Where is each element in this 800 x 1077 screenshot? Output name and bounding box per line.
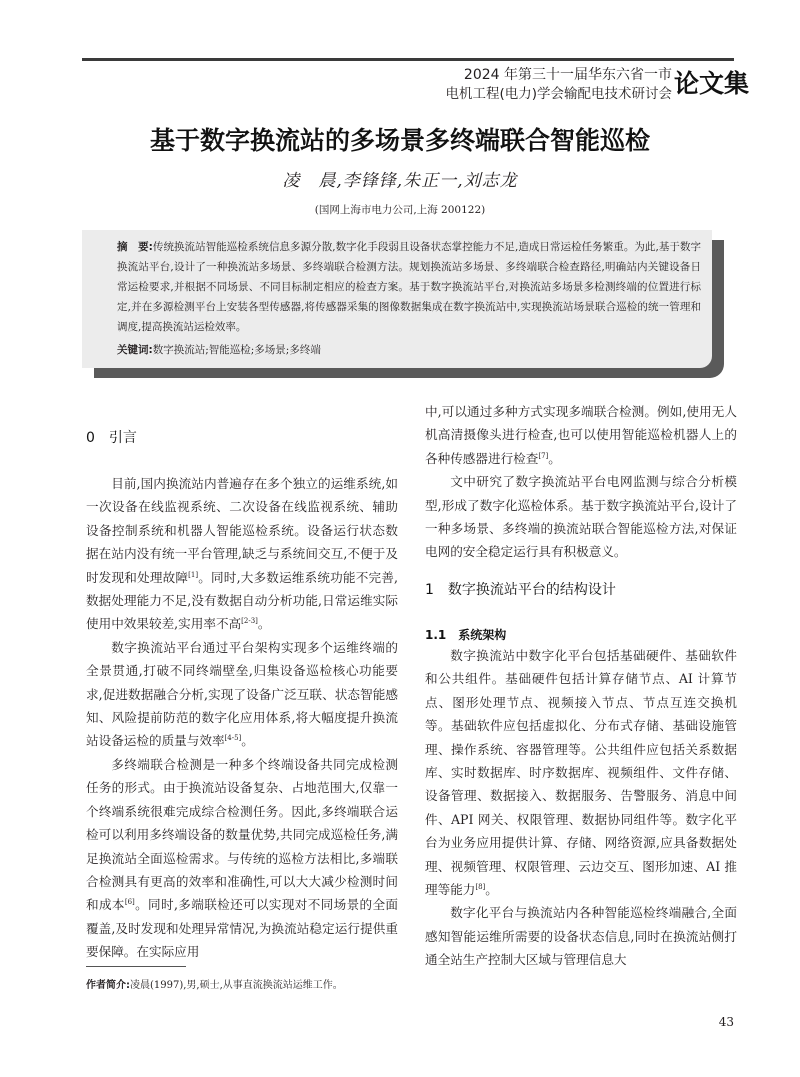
subsection-heading-1-1: 1.1 系统架构 xyxy=(425,628,507,642)
arch-paragraph-1 xyxy=(425,644,737,901)
intro-p1-end: 。 xyxy=(257,616,271,632)
intro-p2-text: 数字换流站平台通过平台架构实现多个运维终端的全景贯通,打破不同终端壁垒,归集设备巡检核心功能要求,促进数据融合分析,实现了设备广泛互联、状态智能感知、风险提前防范的数字化应用体系,将大幅度提升换流站设备运检的质量与效率 xyxy=(86,639,398,749)
intro-paragraph-5: 文中研究了数字换流站平台电网监测与综合分析模型,形成了数字化巡检体系。基于数字换流站平台,设计了一种多场景、多终端的换流站联合智能巡检方法,对保证电网的安全稳定运行具有积极意义。 xyxy=(425,474,737,560)
footnote-text: 凌晨(1997),男,硕士,从事直流换流站运维工作。 xyxy=(130,980,343,991)
intro-paragraph-2 xyxy=(86,636,398,753)
arch-paragraph-2: 数字化平台与换流站内各种智能巡检终端融合,全面感知智能运维所需要的设备状态信息,同时在换流站侧打通全站生产控制大区域与管理信息大 xyxy=(425,905,737,968)
intro-paragraph-3 xyxy=(86,753,398,964)
left-column xyxy=(86,472,398,964)
citation-ref: [7] xyxy=(538,451,549,460)
intro-p2-end: 。 xyxy=(241,733,254,749)
intro-p3-text: 多终端联合检测是一种多个终端设备共同完成检测任务的形式。由于换流站设备复杂、占地范围大,仅靠一个终端系统很难完成综合检测任务。因此,多终端联合运检可以利用多终端设备的数量优势,共同完成巡检任务,满足换流站全面巡检需求。与传统的巡检方法相比,多端联合检测具有更高的效率和准确性,可以大大减少检测时间和成本 xyxy=(86,756,398,913)
conference-name-line1: 2024 年第三十一届华东六省一市 xyxy=(463,67,672,83)
paper-affiliation: (国网上海市电力公司,上海 200122) xyxy=(314,204,486,216)
page-number: 43 xyxy=(718,1015,734,1029)
section-heading-intro: 0 引言 xyxy=(86,430,137,446)
intro-p1-text: 目前,国内换流站内普遍存在多个独立的运维系统,如一次设备在线监视系统、二次设备在线监视系统、辅助设备控制系统和机器人智能巡检系统。设备运行状态数据在站内没有统一平台管理,缺乏与系统间交互,不便于及时发现和处理故障 xyxy=(86,476,398,585)
citation-ref: [2-3] xyxy=(241,617,258,626)
conference-name-line2: 电机工程(电力)学会输配电技术研讨会 xyxy=(445,86,672,102)
header-rule xyxy=(82,58,734,61)
right-column-bottom xyxy=(425,644,737,972)
right-column-top xyxy=(425,400,737,560)
footnote-label: 作者简介: xyxy=(86,980,130,991)
section-heading-1: 1 数字换流站平台的结构设计 xyxy=(425,582,616,598)
intro-p4-text: 中,可以通过多种方式实现多端联合检测。例如,使用无人机高清摄像头进行检查,也可以使用智能巡检机器人上的各种传感器进行检查 xyxy=(425,404,737,466)
keywords-label: 关键词: xyxy=(117,344,153,356)
paper-authors: 凌 晨,李锋锋,朱正一,刘志龙 xyxy=(282,171,518,191)
intro-paragraph-1 xyxy=(86,472,398,636)
citation-ref: [8] xyxy=(475,883,486,892)
citation-ref: [1] xyxy=(188,570,199,579)
abstract xyxy=(117,237,701,337)
intro-paragraph-4 xyxy=(425,400,737,470)
abstract-label: 摘 要: xyxy=(117,241,153,253)
keywords xyxy=(117,341,701,359)
arch-p1-end: 。 xyxy=(485,882,498,898)
abstract-text: 传统换流站智能巡检系统信息多源分散,数字化手段弱且设备状态掌控能力不足,造成日常运检任务繁重。为此,基于数字换流站平台,设计了一种换流站多场景、多终端联合检测方法。规划换流站多场景、多终端联合检查路径,明确站内关键设备日常运检要求,并根据不同场景、不同目标制定相应的检查方案。基于数字换流站平台,对换流站多场景多检测终端的位置进行标定,并在多源检测平台上安装各型传感器,将传感器采集的图像数据集成在数字换流站中,实现换流站场景联合巡检的统一管理和调度,提高换流站运检效率。 xyxy=(117,241,702,333)
citation-ref: [4-5] xyxy=(224,734,242,743)
arch-p1-text: 数字换流站中数字化平台包括基础硬件、基础软件和公共组件。基础硬件包括计算存储节点、AI 计算节点、图形处理节点、视频接入节点、节点互连交换机等。基础软件应包括虚拟化、分布式存储、基础设施管理、操作系统、容器管理等。公共组件应包括关系数据库、实时数据库、时序数据库、视频组件、文件存储、设备管理、数据接入、数据服务、告警服务、消息中间件、API 网关、权限管理、数据协同组件等。数字化平台为业务应用提供计算、存储、网络资源,应具备数据处理、视频管理、权限管理、云边交互、图形加速、AI 推理等能力 xyxy=(425,648,737,898)
proceedings-brand: 论文集 xyxy=(674,69,750,98)
paper-title: 基于数字换流站的多场景多终端联合智能巡检 xyxy=(149,126,650,155)
author-footnote xyxy=(86,978,486,994)
citation-ref: [6] xyxy=(124,898,135,907)
intro-p1-text-cont: 。同时,大多数运维系统功能不完善,数据处理能力不足,没有数据自动分析功能,日常运维实际使用中效果较差,实用率不高 xyxy=(86,569,399,632)
footnote-rule xyxy=(86,966,186,967)
intro-p3-text-cont: 。同时,多端联检还可以实现对不同场景的全面覆盖,及时发现和处理异常情况,为换流站稳定运行提供重要保障。在实际应用 xyxy=(86,897,398,960)
keywords-text: 数字换流站;智能巡检;多场景;多终端 xyxy=(152,344,321,356)
intro-p4-end: 。 xyxy=(548,450,561,466)
